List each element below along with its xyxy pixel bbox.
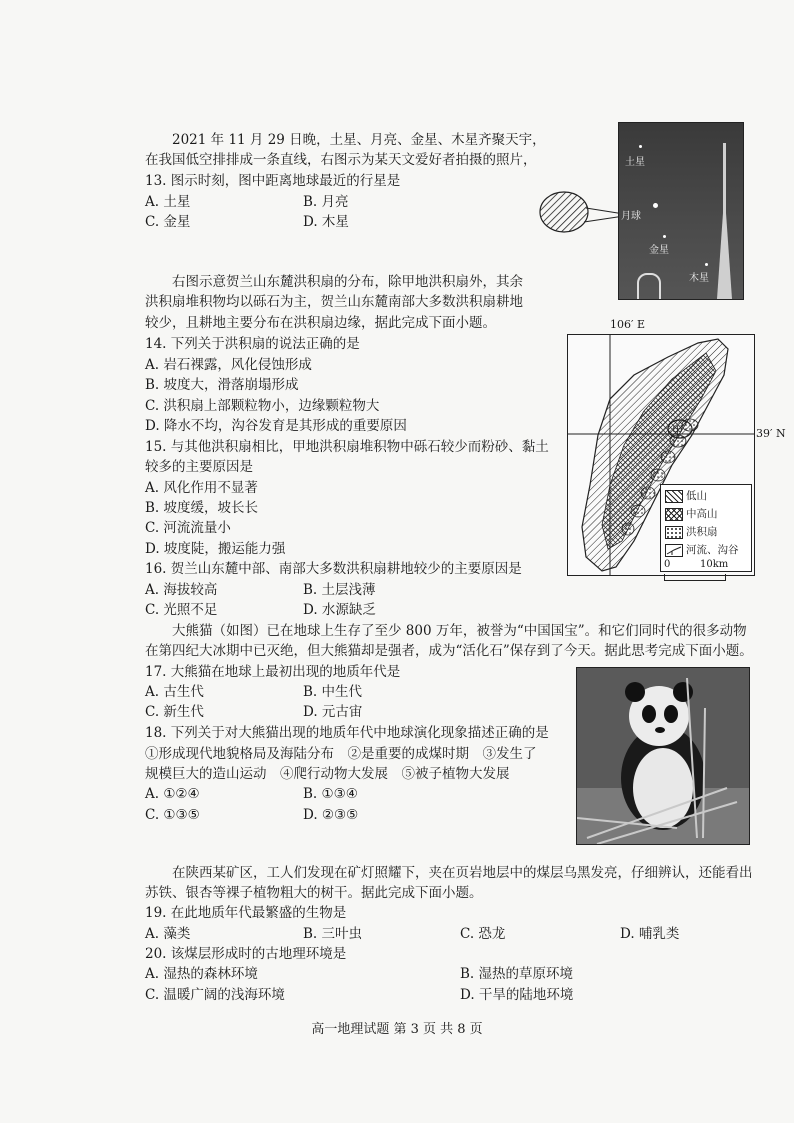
intro2-line2: 洪积扇堆积物均以砾石为主，贺兰山东麓南部大多数洪积扇耕地 [145,294,523,310]
map-longitude-label: 106′ E [610,318,646,331]
page-footer: 高一地理试题 第 3 页 共 8 页 [311,1022,483,1037]
q16-stem: 16. 贺兰山东麓中部、南部大多数洪积扇耕地较少的主要原因是 [145,561,522,577]
label-saturn: 土星 [625,157,645,168]
q19-option-b: B. 三叶虫 [303,926,363,942]
q14-option-c: C. 洪积扇上部颗粒物小，边缘颗粒物大 [145,398,380,414]
q13-stem: 13. 图示时刻，图中距离地球最近的行星是 [145,173,401,189]
q15-stem-line2: 较多的主要原因是 [145,459,253,475]
q20-option-a: A. 湿热的森林环境 [145,966,258,982]
q18-stem: 18. 下列关于对大熊猫出现的地质年代中地球演化现象描述正确的是 [145,725,549,741]
intro1-line1: 2021 年 11 月 29 日晚，土星、月亮、金星、木星齐聚天宇， [172,132,546,148]
panda-icon [577,668,749,844]
q15-option-d: D. 坡度陡，搬运能力强 [145,541,286,557]
q19-option-a: A. 藻类 [145,926,191,942]
q14-option-d: D. 降水不均，沟谷发育是其形成的重要原因 [145,418,407,434]
q17-option-d: D. 元古宙 [303,704,363,720]
intro1-line2: 在我国低空排排成一条直线，右图示为某天文爱好者拍摄的照片， [145,152,537,168]
legend-high-mountain: 中高山 [665,506,718,522]
q13-option-b: B. 月亮 [303,194,349,210]
q13-option-c: C. 金星 [145,214,191,230]
low-mountain-swatch-icon [665,490,683,503]
q13-option-a: A. 土星 [145,194,191,210]
legend-alluvial-fan: 洪积扇 [665,524,718,540]
q20-option-c: C. 温暖广阔的浅海环境 [145,987,285,1003]
scale-start: 0 [664,559,671,570]
intro4-line1: 在陕西某矿区，工人们发现在矿灯照耀下，夹在页岩地层中的煤层乌黑发亮，仔细辨认，还能看出 [172,865,753,881]
saturn-dot [639,145,642,148]
river-swatch-icon [665,544,683,557]
intro2-line3: 较少，且耕地主要分布在洪积扇边缘，据此完成下面小题。 [145,315,496,331]
venus-dot [663,235,666,238]
panda-photo [576,667,750,845]
q13-option-d: D. 木星 [303,214,349,230]
map-scale-bar [664,574,726,581]
q18-statements-line2: 规模巨大的造山运动 ④爬行动物大发展 ⑤被子植物大发展 [145,766,510,782]
tower-base [717,213,732,299]
q14-option-a: A. 岩石裸露，风化侵蚀形成 [145,357,312,373]
q16-option-b: B. 土层浅薄 [303,582,376,598]
q17-option-c: C. 新生代 [145,704,204,720]
q15-stem-line1: 15. 与其他洪积扇相比，甲地洪积扇堆积物中砾石较少而粉砂、黏土 [145,439,549,455]
label-moon: 月球 [621,211,641,222]
q19-stem: 19. 在此地质年代最繁盛的生物是 [145,905,347,921]
alluvial-fan-swatch-icon [665,526,683,539]
intro2-line1: 右图示意贺兰山东麓洪积扇的分布，除甲地洪积扇外，其余 [172,274,523,290]
label-venus: 金星 [649,245,669,256]
q15-option-a: A. 风化作用不显著 [145,480,258,496]
q14-stem: 14. 下列关于洪积扇的说法正确的是 [145,336,360,352]
q20-stem: 20. 该煤层形成时的古地理环境是 [145,946,347,962]
q15-option-b: B. 坡度缓，坡长长 [145,500,259,516]
high-mountain-swatch-icon [665,508,683,521]
moon-magnifier-icon [536,186,626,246]
q17-option-a: A. 古生代 [145,684,204,700]
legend-river: 河流、沟谷 [665,542,739,558]
q19-option-c: C. 恐龙 [460,926,506,942]
intro3-line1: 大熊猫（如图）已在地球上生存了至少 800 万年，被誉为“中国国宝”。和它们同时代的很多动物 [172,623,747,639]
intro4-line2: 苏铁、银杏等裸子植物粗大的树干。据此完成下面小题。 [145,885,483,901]
map-latitude-label: 39′ N [756,427,786,440]
q18-option-c: C. ①③⑤ [145,807,200,823]
q20-option-d: D. 干旱的陆地环境 [460,987,574,1003]
q19-option-d: D. 哺乳类 [620,926,680,942]
q18-option-d: D. ②③⑤ [303,807,359,823]
q18-statements-line1: ①形成现代地貌格局及海陆分布 ②是重要的成煤时期 ③发生了 [145,746,537,762]
q17-stem: 17. 大熊猫在地球上最初出现的地质年代是 [145,664,401,680]
jupiter-dot [705,263,708,266]
q17-option-b: B. 中生代 [303,684,363,700]
q14-option-b: B. 坡度大，滑落崩塌形成 [145,377,299,393]
legend-low-mountain: 低山 [665,488,707,504]
q16-option-a: A. 海拔较高 [145,582,218,598]
q18-option-a: A. ①②④ [145,786,200,802]
moon-dot [653,203,658,208]
q16-option-d: D. 水源缺乏 [303,602,376,618]
label-jupiter: 木星 [689,273,709,284]
intro3-line2: 在第四纪大冰期中已灭绝，但大熊猫却是强者，成为“活化石”保存到了今天。据此思考完成下面小题。 [145,643,753,659]
q15-option-c: C. 河流流量小 [145,520,231,536]
scale-end: 10km [700,559,729,570]
building-silhouette [637,273,661,300]
q18-option-b: B. ①③④ [303,786,358,802]
jia-label: 甲 [672,424,683,437]
q20-option-b: B. 湿热的草原环境 [460,966,574,982]
night-sky-photo [618,122,744,300]
q16-option-c: C. 光照不足 [145,602,218,618]
